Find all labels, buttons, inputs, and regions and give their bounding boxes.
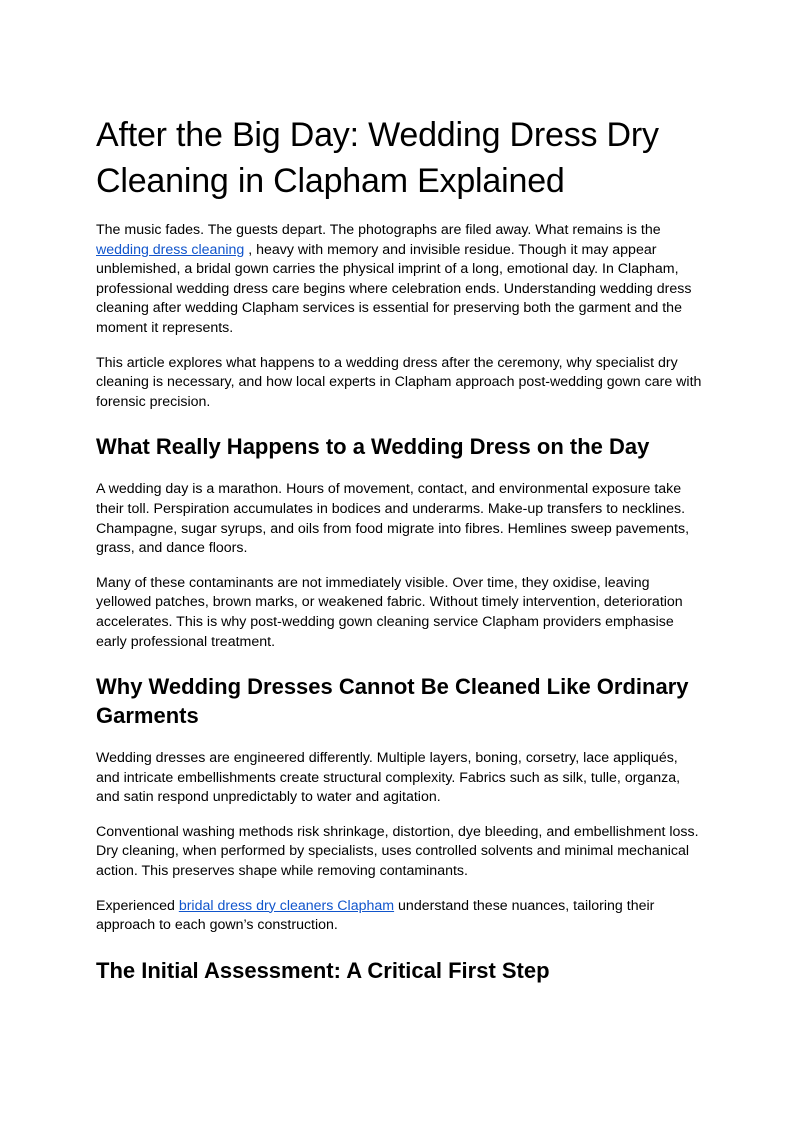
- intro-text-before-link: The music fades. The guests depart. The photographs are filed away. What remains is the: [96, 222, 661, 238]
- bridal-dress-dry-cleaners-link[interactable]: bridal dress dry cleaners Clapham: [178, 897, 395, 914]
- document-page: [96, 112, 702, 1004]
- section1-paragraph-1: A wedding day is a marathon. Hours of movement, contact, and environmental exposure take their toll. Perspiration accumulates in bodices and underarms. Make-up transfers to necklines. Champagne, sugar syrups, and oils from food migrate into fibres. Hemlines sweep pavements, grass, and dance floors.: [96, 481, 690, 557]
- section-heading-why-different: Why Wedding Dresses Cannot Be Cleaned Like Ordinary Garments: [96, 674, 689, 729]
- section2-text-before-link: Experienced: [96, 897, 179, 914]
- intro-paragraph-1: [96, 221, 702, 339]
- section-heading-what-happens: What Really Happens to a Wedding Dress on the Day: [96, 434, 650, 460]
- section1-paragraph-2: Many of these contaminants are not immediately visible. Over time, they oxidise, leaving yellowed patches, brown marks, or weakened fabric. Without timely intervention, deterioration accelerates. This is why post-wedding gown cleaning service Clapham providers emphasise early professional treatment.: [96, 574, 683, 650]
- wedding-dress-cleaning-link[interactable]: wedding dress cleaning: [96, 241, 245, 258]
- section-heading-initial-assessment: The Initial Assessment: A Critical First Step: [96, 957, 550, 983]
- page-title: After the Big Day: Wedding Dress Dry Cleaning in Clapham Explained: [96, 116, 659, 200]
- section2-paragraph-2: Conventional washing methods risk shrinkage, distortion, dye bleeding, and embellishment loss. Dry cleaning, when performed by specialists, uses controlled solvents and minimal mechanical action. This preserves shape while removing contaminants.: [96, 823, 699, 880]
- section2-paragraph-1: Wedding dresses are engineered differently. Multiple layers, boning, corsetry, lace appliqués, and intricate embellishments create structural complexity. Fabrics such as silk, tulle, organza, and satin respond unpredictably to water and agitation.: [96, 750, 681, 806]
- section2-paragraph-3: [96, 897, 702, 936]
- section2-text-after-link: understand these nuances, tailoring their approach to each gown’s construction.: [96, 897, 655, 934]
- intro-text-after-link: , heavy with memory and invisible residue. Though it may appear unblemished, a bridal gown carries the physical imprint of a long, emotional day. In Clapham, professional wedding dress care begins where celebration ends. Understanding wedding dress cleaning after wedding Clapham services is essential for preserving both the garment and the moment it represents.: [96, 241, 692, 336]
- intro-paragraph-2: This article explores what happens to a wedding dress after the ceremony, why specialist dry cleaning is necessary, and how local experts in Clapham approach post-wedding gown care with forensic precision.: [96, 354, 702, 410]
